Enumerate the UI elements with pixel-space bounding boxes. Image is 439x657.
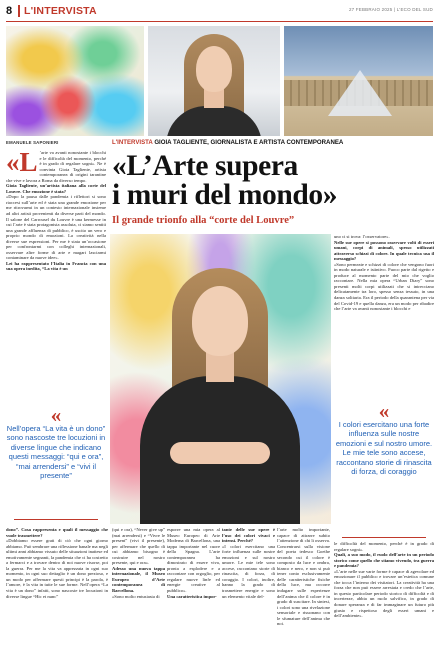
column-left-bottom — [6, 527, 108, 653]
quote-mark-icon: « — [50, 403, 62, 427]
page-header — [0, 0, 439, 22]
artist-arms — [170, 442, 270, 464]
louvre-photo — [284, 26, 433, 136]
louvre-pyramid — [328, 70, 392, 116]
page-number: 8 — [6, 5, 13, 17]
answer-barcelona: esporre una mia opera al Museo Europeo di Arte Moderna di Barcellona, una tappa importante nel cuore della Spagna. L’arte contemporanea ha dimostrato di essere viva, pronta a esplodere e a raccontare con orgoglio, per regalare nuove linfe ed energie creative al pubblico». — [167, 527, 220, 594]
column-mid-2 — [167, 527, 220, 653]
column-mid-4 — [277, 527, 330, 653]
question-colors: tante delle sue opere è l’uso dei colori vivaci e intensi. Perché? — [222, 527, 275, 544]
dateline: 27 FEBBRAIO 2025 | L'ECO DEL SUD — [348, 7, 433, 12]
subheadline: Il grande trionfo alla “corte del Louvre” — [112, 215, 295, 226]
section-title: L'INTERVISTA — [24, 5, 97, 17]
answer-1: «Dopo la pausa dalle pandemia i riflettori si sono riaccesi sull’arte ed è stata una grande emozione per me ritrovarmi in un contesto internazionale insieme ad altri artisti provenienti da diverse parti del mondo. Il salone del Carrousel du Louvre è una kermesse in cui l’arte è stata protagonista assoluta, ci siamo sentiti una grande affluenza di pubblico, è uscito un vero e proprio mondo di emozioni. La creatività nella diverse sue espressioni. Per me è stata un’occasione per confrontarmi con colleghi internazionali, osservare altre forme di arte e magari lasciarmi contaminare da nuove idee». — [6, 194, 106, 261]
question-2-continued: dono”. Cosa rappresenta e quali il messaggio che vuole trasmettere? — [6, 527, 108, 538]
intro-paragraph: ’arte va avanti nonostante i blocchi e le difficoltà del momento, perché è in grado di regalare sogni». Ne è convinta Gioia Tagliente, artista contemporanea di origini tarantine che vive e lavora a Roma da diverso tempo. — [6, 150, 106, 183]
kicker-text: GIOIA TAGLIENTE, GIORNALISTA E ARTISTA CONTEMPORANEA — [154, 139, 344, 146]
portrait-photo — [148, 26, 280, 136]
pullquote-right — [334, 398, 434, 538]
column-left-top — [6, 150, 106, 400]
question-2: Lei ha rappresentato l’Italia in Francia con una sua opera inedita, “La vita è un — [6, 260, 106, 272]
headline — [112, 152, 437, 210]
pullquote-left — [6, 402, 106, 520]
answer-colors-continued: l’arte molto importante, capace di attrarre subito l’attenzione di chi li osserva. Concentrarsi sulla visione del poeta tedesco Goethe secondo cui il colore è composto da luce e ombra, bianco e nero, e non si può tener conto esclusivamente delle caratteristiche fisiche della luce, ma occorre indagare sulle esperienze dell’anima che il colore è in grado di suscitare. In sintesi, i colori sono una rivelazione sensoriale e risuonano con le sfumature dell’anima che noi. — [277, 527, 330, 627]
portrait-shoulders — [166, 106, 262, 136]
header-separator — [18, 5, 20, 17]
question-1: Gioia Tagliente, un’artista italiana alla corte del Louvre. Che emozione è stata? — [6, 183, 106, 194]
pullquote-divider — [342, 537, 426, 538]
column-mid-3 — [222, 527, 275, 653]
answer-colors: «I colori esercitano una forte influenza sulle nostre emozioni e sul nostro umore. Le mie tele sono accese, raccontano storie di rinascita, di forza, di coraggio. I colori, inoltre, hanno la grado di trasmettere energie e sono un elemento vitale del- — [222, 543, 275, 599]
question-role: Quali, a suo modo, il ruolo dell’arte in un periodo storico come quello che stiamo vivendo, tra guerra e pandemia? — [334, 552, 434, 569]
kicker — [112, 139, 343, 146]
portrait-face — [196, 46, 232, 92]
headline-line-1: «L’Arte supera — [112, 150, 298, 182]
column-mid-1 — [112, 527, 165, 653]
abstract-painting — [6, 26, 144, 136]
answer-role: «L’arte nelle sue varie forme è capace di agevolare ed emozionare il pubblico e trovare un’estetica comune che tocca l’interno dei visitatori. La creatività ha una forza che non può essere arrestata e credo che l’arte, in questo particolare periodo storico di difficoltà e di incertezze, abbia un ruolo salvifico, in grado di donare speranza e di far immaginare un futuro più giusto e rispettoso degli esseri umani e dell’ambiente». — [334, 568, 434, 619]
answer-barcelona-start: «Sono molto entusiasta di — [112, 593, 160, 599]
right-lead: uno ci si trova: l’osservatore». — [334, 234, 390, 239]
column-right-top — [334, 234, 434, 398]
question-colors-start: Una caratteristica impor- — [167, 593, 217, 599]
artist-with-painting-photo — [110, 234, 331, 524]
artist-face — [192, 286, 248, 356]
answer-2-continued: (qui e ora), “Never give up” (mai arrendersi) e “Vivre le present” (vivi il presente), per affermare che quello di cui abbiamo bisogno è costruire nel nostro presente, qui e ora». — [112, 527, 165, 566]
header-rule — [6, 21, 433, 22]
quote-mark-icon: « — [378, 399, 390, 423]
answer-techniques: «Sono permeate e schizzi di colore che vengono fuori in modo naturale e istintivo. Fuoco parte dal rigetto e produce al momento parte del mio che voglio raccontare. Nella mia opera “Urban Diary” sono presenti molti corpi utilizzati che si intrecciano delicatamente tra loro, spesso senza tessuto, in una danza solitaria. Era il periodo della quarantena per via del Covid-19 e quella danza, era un modo per ribadire che l’arte va avanti nonostante i blocchi e — [334, 261, 434, 312]
drop-cap: «L — [6, 150, 38, 177]
question-barcelona: Adesso una nuova tappa internazionale, il Museo Europeo d’Arte contemporanea di Barcellona. — [112, 565, 165, 594]
column-right-bottom — [334, 541, 434, 653]
pullquote-left-text: Nell’opera “La vita è un dono” sono nascoste tre locuzioni in diverse lingue che indicano questi messaggi: “qui e ora”, “mai arrendersi” e “vivi il presente” — [6, 424, 106, 481]
pullquote-divider — [14, 519, 98, 520]
pullquote-right-text: I colori esercitano una forte influenza sulle nostre emozioni e sul nostro umore. Le mie tele sono accese, raccontano storie di rinascita di forza, di coraggio — [335, 420, 433, 477]
answer-2: «Dobbiamo essere grati di ciò che ogni giorno abbiamo. Può sembrare una riflessione banale ma negli ultimi anni abbiamo vissuto delle situazioni inattese ed emotivamente segnanti, la pandemia che ci ha costretto a fermarci e a trovare dentro di noi nuove risorse, poi la guerra. Per me la vita va apprezzata in ogni suo momento, in ogni suo dettaglio è un dono prezioso, e un modo per affermare questi principi è la parola, è l’amore, è la vita in tutte le sue forme. Nell’opera “La vita è un dono” infatti, sono nascoste tre locuzioni in diverse lingue “Hic et nunc” — [6, 538, 108, 599]
question-techniques: Nelle sue opere si possono osservare volti di esseri umani, corpi di animali, spesso utilizzati attraverso schizzi di colore. In quale tecnica usa il messaggio? — [334, 239, 434, 262]
answer-techniques-end: le difficoltà del momento, perché è in grado di regalare sogni». — [334, 541, 434, 552]
headline-line-2: i muri del mondo» — [112, 179, 338, 211]
kicker-label: L'INTERVISTA — [112, 139, 153, 146]
byline: EMANUELE SAPONIERI — [6, 140, 59, 145]
